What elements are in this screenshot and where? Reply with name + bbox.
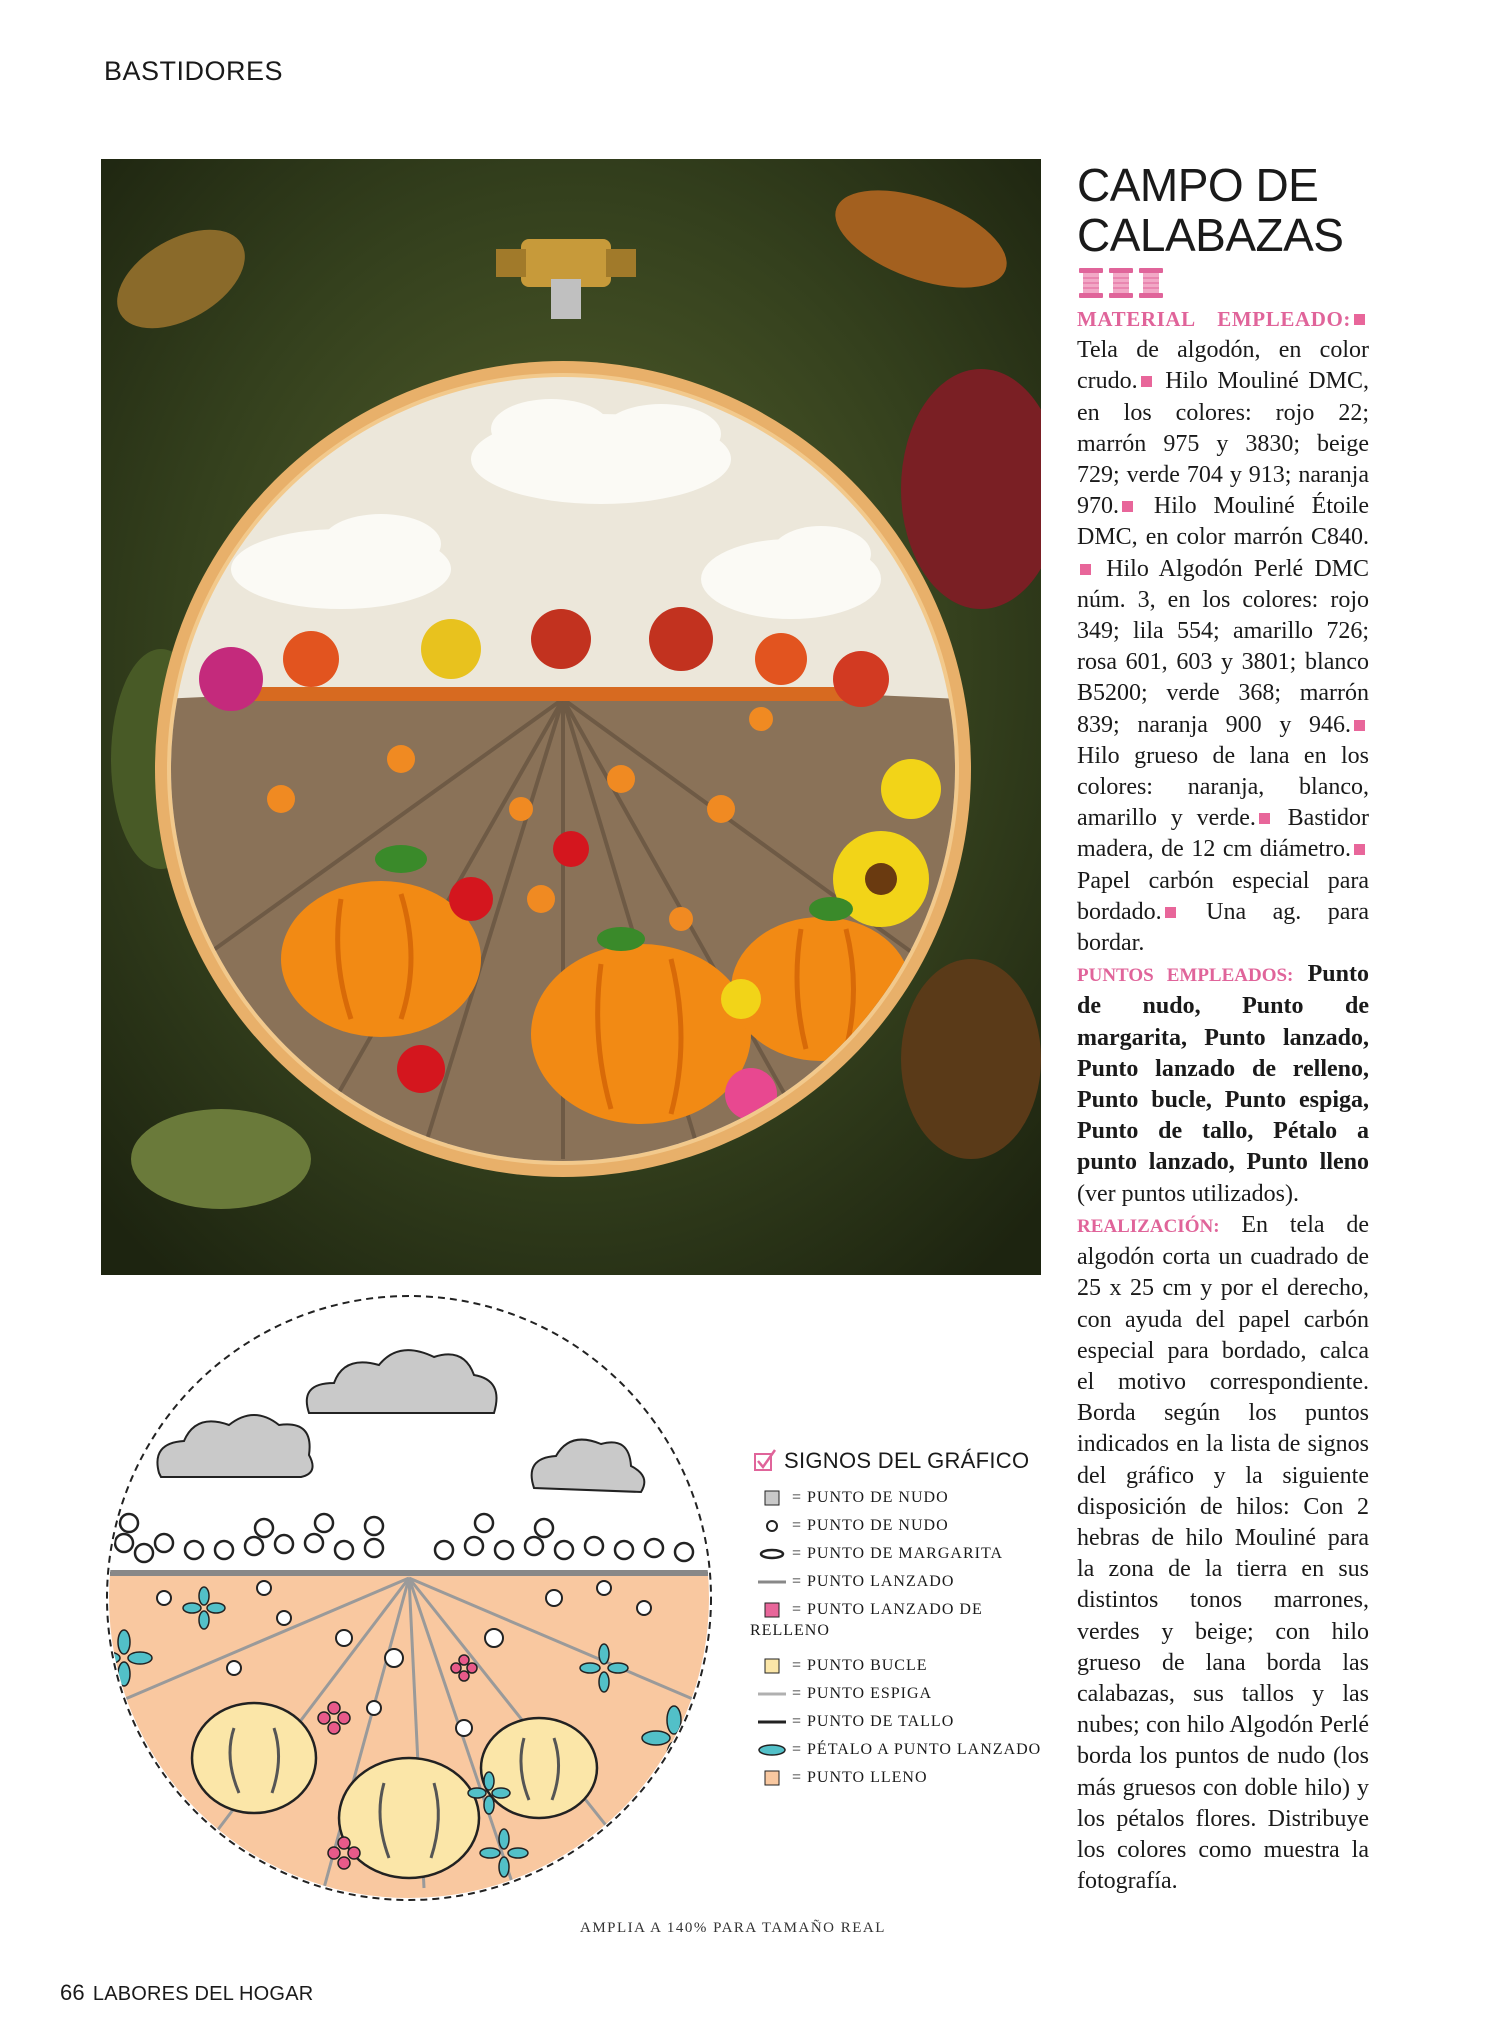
page-footer [60,1980,313,2006]
pattern-diagram [84,1288,734,1913]
spool-icon [1079,268,1103,298]
instructions-text [1077,304,1369,1897]
legend-title: SIGNOS DEL GRÁFICO [752,1448,1052,1474]
small-circle-icon [752,1518,792,1534]
title-line-1: CAMPO DE [1077,159,1319,211]
legend-item: = PUNTO ESPIGA [752,1680,1052,1708]
legend-item: = PUNTO DE NUDO [752,1484,1052,1512]
legend-item: = PUNTO LLENO [752,1764,1052,1792]
puntos-heading: PUNTOS EMPLEADOS: [1077,965,1294,987]
realizacion-paragraph [1077,1210,1369,1897]
teal-petal-icon [752,1743,792,1757]
magazine-name: LABORES DEL HOGAR [92,1983,314,2005]
legend-item-continuation: RELLENO [750,1622,830,1639]
legend-item: = PUNTO BUCLE [752,1652,1052,1680]
checkbox-icon [752,1448,778,1474]
legend-item: = PUNTO DE NUDO [752,1512,1052,1540]
material-paragraph: MATERIAL EMPLEADO: Tela de algodón, en color crudo. Hilo Mouliné DMC, en los colores: rojo 22; marrón 975 y 3830; beige 729; verde 704 y 913; naranja 970. Hilo Mouliné Étoile DMC, en color marrón C840. Hilo Algodón Perlé DMC núm. 3, en los colores: rojo 349; lila 554; amarillo 726; rosa 601, 603 y 3801; blanco B5200; verde 368; marrón 839; naranja 900 y 946. Hilo grueso de lana en los colores: naranja, blanco, amarillo y verde. Bastidor madera, de 12 cm diámetro. Papel carbón especial para bordado. Una ag. para bordar. [1077,307,1370,957]
embroidery-photo [101,159,1041,1275]
legend-item: = PUNTO DE TALLO [752,1708,1052,1736]
legend-item: = PUNTO DE MARGARITA [752,1540,1052,1568]
dark-line-icon [752,1718,792,1726]
spool-icon [1109,268,1133,298]
gray-line-icon [752,1578,792,1586]
light-line-icon [752,1690,792,1698]
article-title [1077,160,1477,260]
peach-square-icon [752,1770,792,1786]
legend-item: = PUNTO LANZADO [752,1568,1052,1596]
spool-icon [1139,268,1163,298]
section-label: BASTIDORES [104,56,284,86]
realizacion-text: En tela de algodón corta un cuadrado de 25 x 25 cm y por el derecho, con ayuda del papel carbón especial para bordado, calca el motivo correspondiente. Borda según los puntos indicados en la lista de signos del gráfico y la siguiente disposición de hilos: Con 2 hebras de hilo Mouliné para la zona de la tierra en sus distintos tonos marrones, verdes y beige; con hilo grueso de lana borda las calabazas, sus tallos y las nubes; con hilo Algodón Perlé borda los puntos de nudo (los más gruesos con doble hilo) y los pétalos flores. Distribuye los colores como muestra la fotografía. [1077,1211,1370,1895]
legend-item: = PUNTO LANZADO DE [752,1596,1052,1624]
yellow-square-icon [752,1658,792,1674]
legend-item: = PÉTALO A PUNTO LANZADO [752,1736,1052,1764]
leaf-outline-icon [752,1547,792,1561]
puntos-note: (ver puntos utilizados). [1077,1180,1299,1207]
pink-square-icon [752,1602,792,1618]
puntos-list: Punto de nudo, Punto de margarita, Punto lanzado, Punto lanzado de relleno, Punto bucle, Punto espiga, Punto de tallo, Pétalo a punto lanzado, Punto lleno [1077,961,1369,1176]
page-number: 66 [60,1980,85,2005]
title-line-2: CALABAZAS [1077,209,1344,261]
difficulty-spools [1079,268,1165,303]
chart-legend [752,1448,1052,1792]
puntos-paragraph [1077,959,1369,1210]
material-heading: MATERIAL EMPLEADO: [1077,307,1351,331]
gray-square-icon [752,1490,792,1506]
enlarge-caption: AMPLIA A 140% PARA TAMAÑO REAL [580,1920,886,1936]
realizacion-heading: REALIZACIÓN: [1077,1215,1220,1237]
